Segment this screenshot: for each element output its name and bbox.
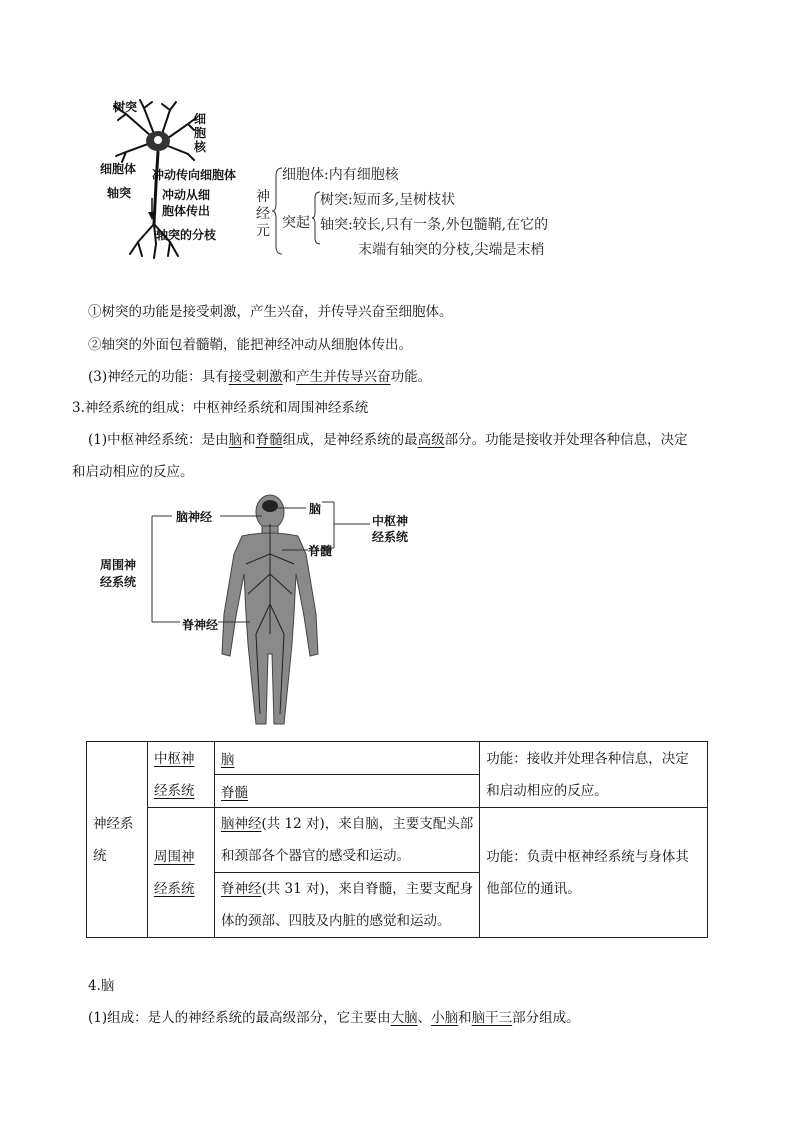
text: 神经系: [93, 815, 134, 832]
underlined-answer: 大脑: [390, 1010, 418, 1026]
root-char-2: 经: [256, 206, 270, 222]
text: 他部位的通讯。: [486, 880, 581, 897]
cell-cns-function: [480, 742, 708, 808]
root-char-3: 元: [256, 223, 270, 239]
underlined-answer: 脑干: [471, 1010, 499, 1026]
cell-spinal: [215, 775, 480, 808]
text: 中枢神: [154, 750, 195, 767]
text: 部分组成。: [512, 1010, 580, 1026]
neuron-structure: [252, 162, 592, 262]
label-pns-2: 经系统: [100, 575, 137, 589]
axon-desc-1: 轴突:较长,只有一条,外包髓鞘,在它的: [320, 217, 549, 233]
label-spinal-nerve: 脊神经: [182, 618, 219, 632]
table-row: [87, 742, 708, 775]
label-pns-1: 周围神: [100, 558, 137, 572]
text: 部分。功能是接收并处理各种信息，决定: [444, 432, 688, 448]
text: 周围神: [154, 848, 195, 865]
cell-brain-nerve: [215, 808, 480, 873]
label-nucleus-2: 胞: [194, 126, 207, 140]
para-cns: [88, 430, 688, 450]
underlined-answer: 脊髓: [255, 432, 283, 448]
section-heading-3: 3.神经系统的组成：中枢神经系统和周围神经系统: [72, 400, 369, 416]
underlined-answer: 脑: [228, 432, 243, 448]
label-cell-body: 细胞体: [100, 162, 137, 176]
text: 经系统: [154, 880, 195, 897]
cell-brain: [215, 742, 480, 775]
cell-spinal-nerve: [215, 873, 480, 938]
cell-system: [87, 742, 148, 938]
cell-body-desc: 细胞体:内有细胞核: [282, 167, 399, 183]
cell-cns: [148, 742, 215, 808]
text: (共 12 对)，来自脑，主要支配头部: [261, 816, 474, 832]
label-nucleus-3: 核: [194, 140, 207, 154]
process-label: 突起: [282, 215, 310, 231]
label-brain: 脑: [309, 502, 322, 516]
underlined-answer: 高级: [417, 432, 445, 448]
nervous-system-table: [86, 741, 708, 938]
text: 和: [282, 369, 297, 385]
label-impulse-out-1: 冲动从细: [162, 188, 211, 202]
label-cns-1: 中枢神: [372, 514, 409, 528]
axon-desc-2: 末端有轴突的分枝,尖端是末梢: [358, 242, 545, 258]
label-brain-nerve: 脑神经: [176, 510, 213, 524]
text: 脊神经: [221, 881, 262, 897]
text: 功能。: [390, 369, 432, 385]
underlined-answer: 小脑: [431, 1010, 459, 1026]
text: 脑: [221, 752, 235, 768]
text: 和: [458, 1010, 472, 1026]
text: 统: [93, 847, 107, 864]
text: (共 31 对)，来自脊髓，主要支配身: [261, 881, 474, 897]
text: (1)组成：是人的神经系统的最高级部分，它主要由: [88, 1010, 391, 1026]
label-spinal-cord: 脊髓: [308, 544, 333, 558]
text: 经系统: [154, 782, 195, 799]
text: 和启动相应的反应。: [486, 782, 608, 799]
text: 脑神经: [221, 816, 262, 832]
cell-pns-function: [480, 808, 708, 938]
section-heading-4: 4.脑: [88, 978, 115, 994]
label-impulse-in: 冲动传向细胞体: [152, 168, 237, 182]
para-cns-line2: 和启动相应的反应。: [72, 464, 194, 480]
label-dendrite: 树突: [113, 100, 138, 114]
underlined-answer: 产生并传导兴奋: [296, 369, 391, 385]
text: 脊髓: [221, 785, 248, 801]
underlined-answer: 三: [498, 1010, 513, 1026]
label-nucleus-1: 细: [194, 112, 207, 126]
text: 和颈部各个器官的感受和运动。: [221, 848, 410, 864]
text: 功能：接收并处理各种信息，决定: [486, 750, 689, 767]
root-char-1: 神: [256, 189, 270, 205]
para-neuron-function: [88, 367, 431, 387]
text: 体的颈部、四肢及内脏的感觉和运动。: [221, 913, 451, 929]
dendrite-desc: 树突:短而多,呈树枝状: [320, 192, 456, 208]
label-impulse-out-2: 胞体传出: [162, 204, 211, 218]
cell-pns: [148, 808, 215, 938]
text: 和: [242, 432, 256, 448]
text: 组成，是神经系统的最: [282, 432, 418, 448]
text: (1)中枢神经系统：是由: [88, 432, 229, 448]
para-axon-function: ②轴突的外面包着髓鞘，能把神经冲动从细胞体传出。: [88, 337, 412, 353]
label-axon: 轴突: [107, 186, 132, 200]
para-brain-composition: [88, 1008, 580, 1028]
text: 、: [417, 1010, 432, 1026]
text: 功能：负责中枢神经系统与身体其: [486, 848, 689, 865]
text: (3)神经元的功能：具有: [88, 369, 229, 385]
table-row: [87, 808, 708, 873]
para-dendrite-function: ①树突的功能是接受刺激，产生兴奋，并传导兴奋至细胞体。: [88, 304, 453, 320]
underlined-answer: 接受刺激: [228, 369, 283, 385]
label-axon-branch: 轴突的分枝: [156, 228, 217, 242]
label-cns-2: 经系统: [372, 530, 409, 544]
